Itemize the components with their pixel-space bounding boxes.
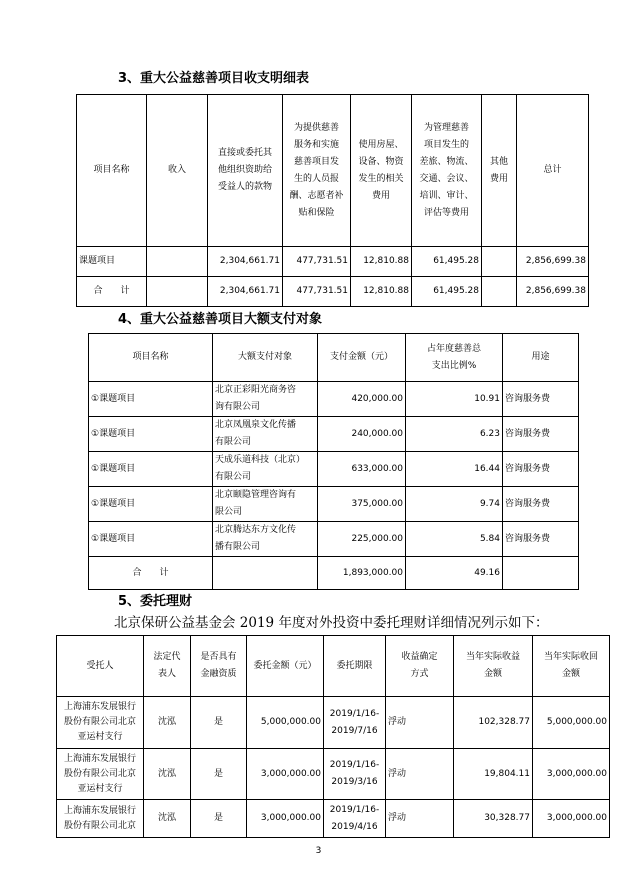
table-cell: 合 计 bbox=[89, 557, 213, 590]
table-row bbox=[89, 522, 579, 557]
table-cell bbox=[482, 247, 517, 277]
table-row bbox=[57, 749, 610, 800]
header-cell: 法定代 表人 bbox=[144, 636, 191, 697]
table-cell: 3,000,000.00 bbox=[247, 800, 324, 838]
table-cell: 北京颐隐管理咨询有 限公司 bbox=[213, 487, 318, 522]
table-cell bbox=[213, 557, 318, 590]
header-cell: 为提供慈善 服务和实施 慈善项目发 生的人员报 酬、志愿者补 贴和保险 bbox=[283, 95, 351, 247]
table-cell: 北京凤凰泉文化传播 有限公司 bbox=[213, 417, 318, 452]
header-cell: 其他 费用 bbox=[482, 95, 517, 247]
table-header-row bbox=[89, 334, 579, 382]
table-cell: 61,495.28 bbox=[412, 247, 482, 277]
table-cell: 633,000.00 bbox=[318, 452, 406, 487]
header-cell: 委托期限 bbox=[324, 636, 386, 697]
table-cell: 3,000,000.00 bbox=[247, 749, 324, 800]
table-cell: 3,000,000.00 bbox=[533, 800, 610, 838]
header-cell: 为管理慈善 项目发生的 差旅、物流、 交通、会议、 培训、审计、 评估等费用 bbox=[412, 95, 482, 247]
table-cell: 5,000,000.00 bbox=[247, 697, 324, 749]
table-cell: 5,000,000.00 bbox=[533, 697, 610, 749]
table-row bbox=[57, 800, 610, 838]
table-cell: ①课题项目 bbox=[89, 417, 213, 452]
table-cell: 是 bbox=[191, 800, 247, 838]
table-cell: 12,810.88 bbox=[351, 277, 412, 307]
table-cell: 2019/1/16- 2019/4/16 bbox=[324, 800, 386, 838]
header-cell: 总计 bbox=[517, 95, 589, 247]
table-cell: ①课题项目 bbox=[89, 487, 213, 522]
table-cell: 5.84 bbox=[406, 522, 503, 557]
table-cell: 1,893,000.00 bbox=[318, 557, 406, 590]
table-cell: 浮动 bbox=[386, 697, 454, 749]
table-cell: 49.16 bbox=[406, 557, 503, 590]
table-cell: 上海浦东发展银行 股份有限公司北京 bbox=[57, 800, 144, 838]
table-header-row bbox=[77, 95, 589, 247]
table-cell: 30,328.77 bbox=[454, 800, 533, 838]
table-cell: 240,000.00 bbox=[318, 417, 406, 452]
section3-heading: 3、重大公益慈善项目收支明细表 bbox=[118, 71, 310, 86]
table-cell: 咨询服务费 bbox=[503, 382, 579, 417]
header-cell: 是否具有 金融资质 bbox=[191, 636, 247, 697]
table-cell bbox=[147, 277, 208, 307]
table-cell: 477,731.51 bbox=[283, 277, 351, 307]
table-cell: 420,000.00 bbox=[318, 382, 406, 417]
section5-heading: 5、委托理财 bbox=[118, 594, 193, 609]
header-cell: 支付金额（元） bbox=[318, 334, 406, 382]
table-cell: 北京腾达东方文化传 播有限公司 bbox=[213, 522, 318, 557]
table-cell: 天成乐道科技（北京） 有限公司 bbox=[213, 452, 318, 487]
table-cell: 是 bbox=[191, 697, 247, 749]
header-cell: 当年实际收益 金额 bbox=[454, 636, 533, 697]
table-cell: 课题项目 bbox=[77, 247, 147, 277]
header-cell: 直接或委托其 他组织资助给 受益人的款物 bbox=[208, 95, 283, 247]
section4-heading: 4、重大公益慈善项目大额支付对象 bbox=[118, 312, 323, 327]
table-row bbox=[77, 247, 589, 277]
table-cell bbox=[503, 557, 579, 590]
table-cell: 浮动 bbox=[386, 749, 454, 800]
table-row bbox=[89, 382, 579, 417]
table-cell: 477,731.51 bbox=[283, 247, 351, 277]
table-cell: 2019/1/16- 2019/3/16 bbox=[324, 749, 386, 800]
header-cell: 大额支付对象 bbox=[213, 334, 318, 382]
header-cell: 当年实际收回 金额 bbox=[533, 636, 610, 697]
table-cell: 北京正彩阳光商务咨 询有限公司 bbox=[213, 382, 318, 417]
table-cell: 2,304,661.71 bbox=[208, 277, 283, 307]
table-cell: 12,810.88 bbox=[351, 247, 412, 277]
table-cell: 沈泓 bbox=[144, 800, 191, 838]
table-cell: 10.91 bbox=[406, 382, 503, 417]
page-number: 3 bbox=[315, 846, 322, 856]
table-cell: 102,328.77 bbox=[454, 697, 533, 749]
header-cell: 收入 bbox=[147, 95, 208, 247]
table-row bbox=[89, 452, 579, 487]
table-total-row bbox=[89, 557, 579, 590]
header-cell: 项目名称 bbox=[77, 95, 147, 247]
table-cell: 61,495.28 bbox=[412, 277, 482, 307]
table-cell: 咨询服务费 bbox=[503, 487, 579, 522]
table-row bbox=[89, 417, 579, 452]
section5-intro: 北京保研公益基金会 2019 年度对外投资中委托理财详细情况列示如下： bbox=[114, 615, 549, 631]
header-cell: 受托人 bbox=[57, 636, 144, 697]
header-cell: 使用房屋、 设备、物资 发生的相关 费用 bbox=[351, 95, 412, 247]
entrusted-finance-table bbox=[56, 635, 610, 838]
table-cell: 浮动 bbox=[386, 800, 454, 838]
table-cell: ①课题项目 bbox=[89, 452, 213, 487]
table-cell: ①课题项目 bbox=[89, 382, 213, 417]
table-cell: 沈泓 bbox=[144, 697, 191, 749]
table-cell: 3,000,000.00 bbox=[533, 749, 610, 800]
table-cell: 6.23 bbox=[406, 417, 503, 452]
table-header-row bbox=[57, 636, 610, 697]
table-cell: 2,856,699.38 bbox=[517, 277, 589, 307]
table-cell: 合 计 bbox=[77, 277, 147, 307]
header-cell: 项目名称 bbox=[89, 334, 213, 382]
income-expense-table bbox=[76, 94, 589, 307]
table-cell bbox=[147, 247, 208, 277]
header-cell: 委托金额（元） bbox=[247, 636, 324, 697]
table-cell: 16.44 bbox=[406, 452, 503, 487]
table-cell: 225,000.00 bbox=[318, 522, 406, 557]
table-cell: 沈泓 bbox=[144, 749, 191, 800]
table-cell: 2019/1/16- 2019/7/16 bbox=[324, 697, 386, 749]
table-cell: 是 bbox=[191, 749, 247, 800]
table-cell: 375,000.00 bbox=[318, 487, 406, 522]
large-payments-table bbox=[88, 333, 579, 590]
table-cell bbox=[482, 277, 517, 307]
table-cell: 上海浦东发展银行 股份有限公司北京 亚运村支行 bbox=[57, 749, 144, 800]
table-row bbox=[57, 697, 610, 749]
table-cell: 2,856,699.38 bbox=[517, 247, 589, 277]
table-cell: 上海浦东发展银行 股份有限公司北京 亚运村支行 bbox=[57, 697, 144, 749]
table-cell: 9.74 bbox=[406, 487, 503, 522]
header-cell: 用途 bbox=[503, 334, 579, 382]
table-cell: 2,304,661.71 bbox=[208, 247, 283, 277]
table-row bbox=[89, 487, 579, 522]
table-cell: 咨询服务费 bbox=[503, 522, 579, 557]
table-cell: 19,804.11 bbox=[454, 749, 533, 800]
table-cell: ①课题项目 bbox=[89, 522, 213, 557]
header-cell: 收益确定 方式 bbox=[386, 636, 454, 697]
header-cell: 占年度慈善总 支出比例% bbox=[406, 334, 503, 382]
table-cell: 咨询服务费 bbox=[503, 452, 579, 487]
table-total-row bbox=[77, 277, 589, 307]
table-cell: 咨询服务费 bbox=[503, 417, 579, 452]
